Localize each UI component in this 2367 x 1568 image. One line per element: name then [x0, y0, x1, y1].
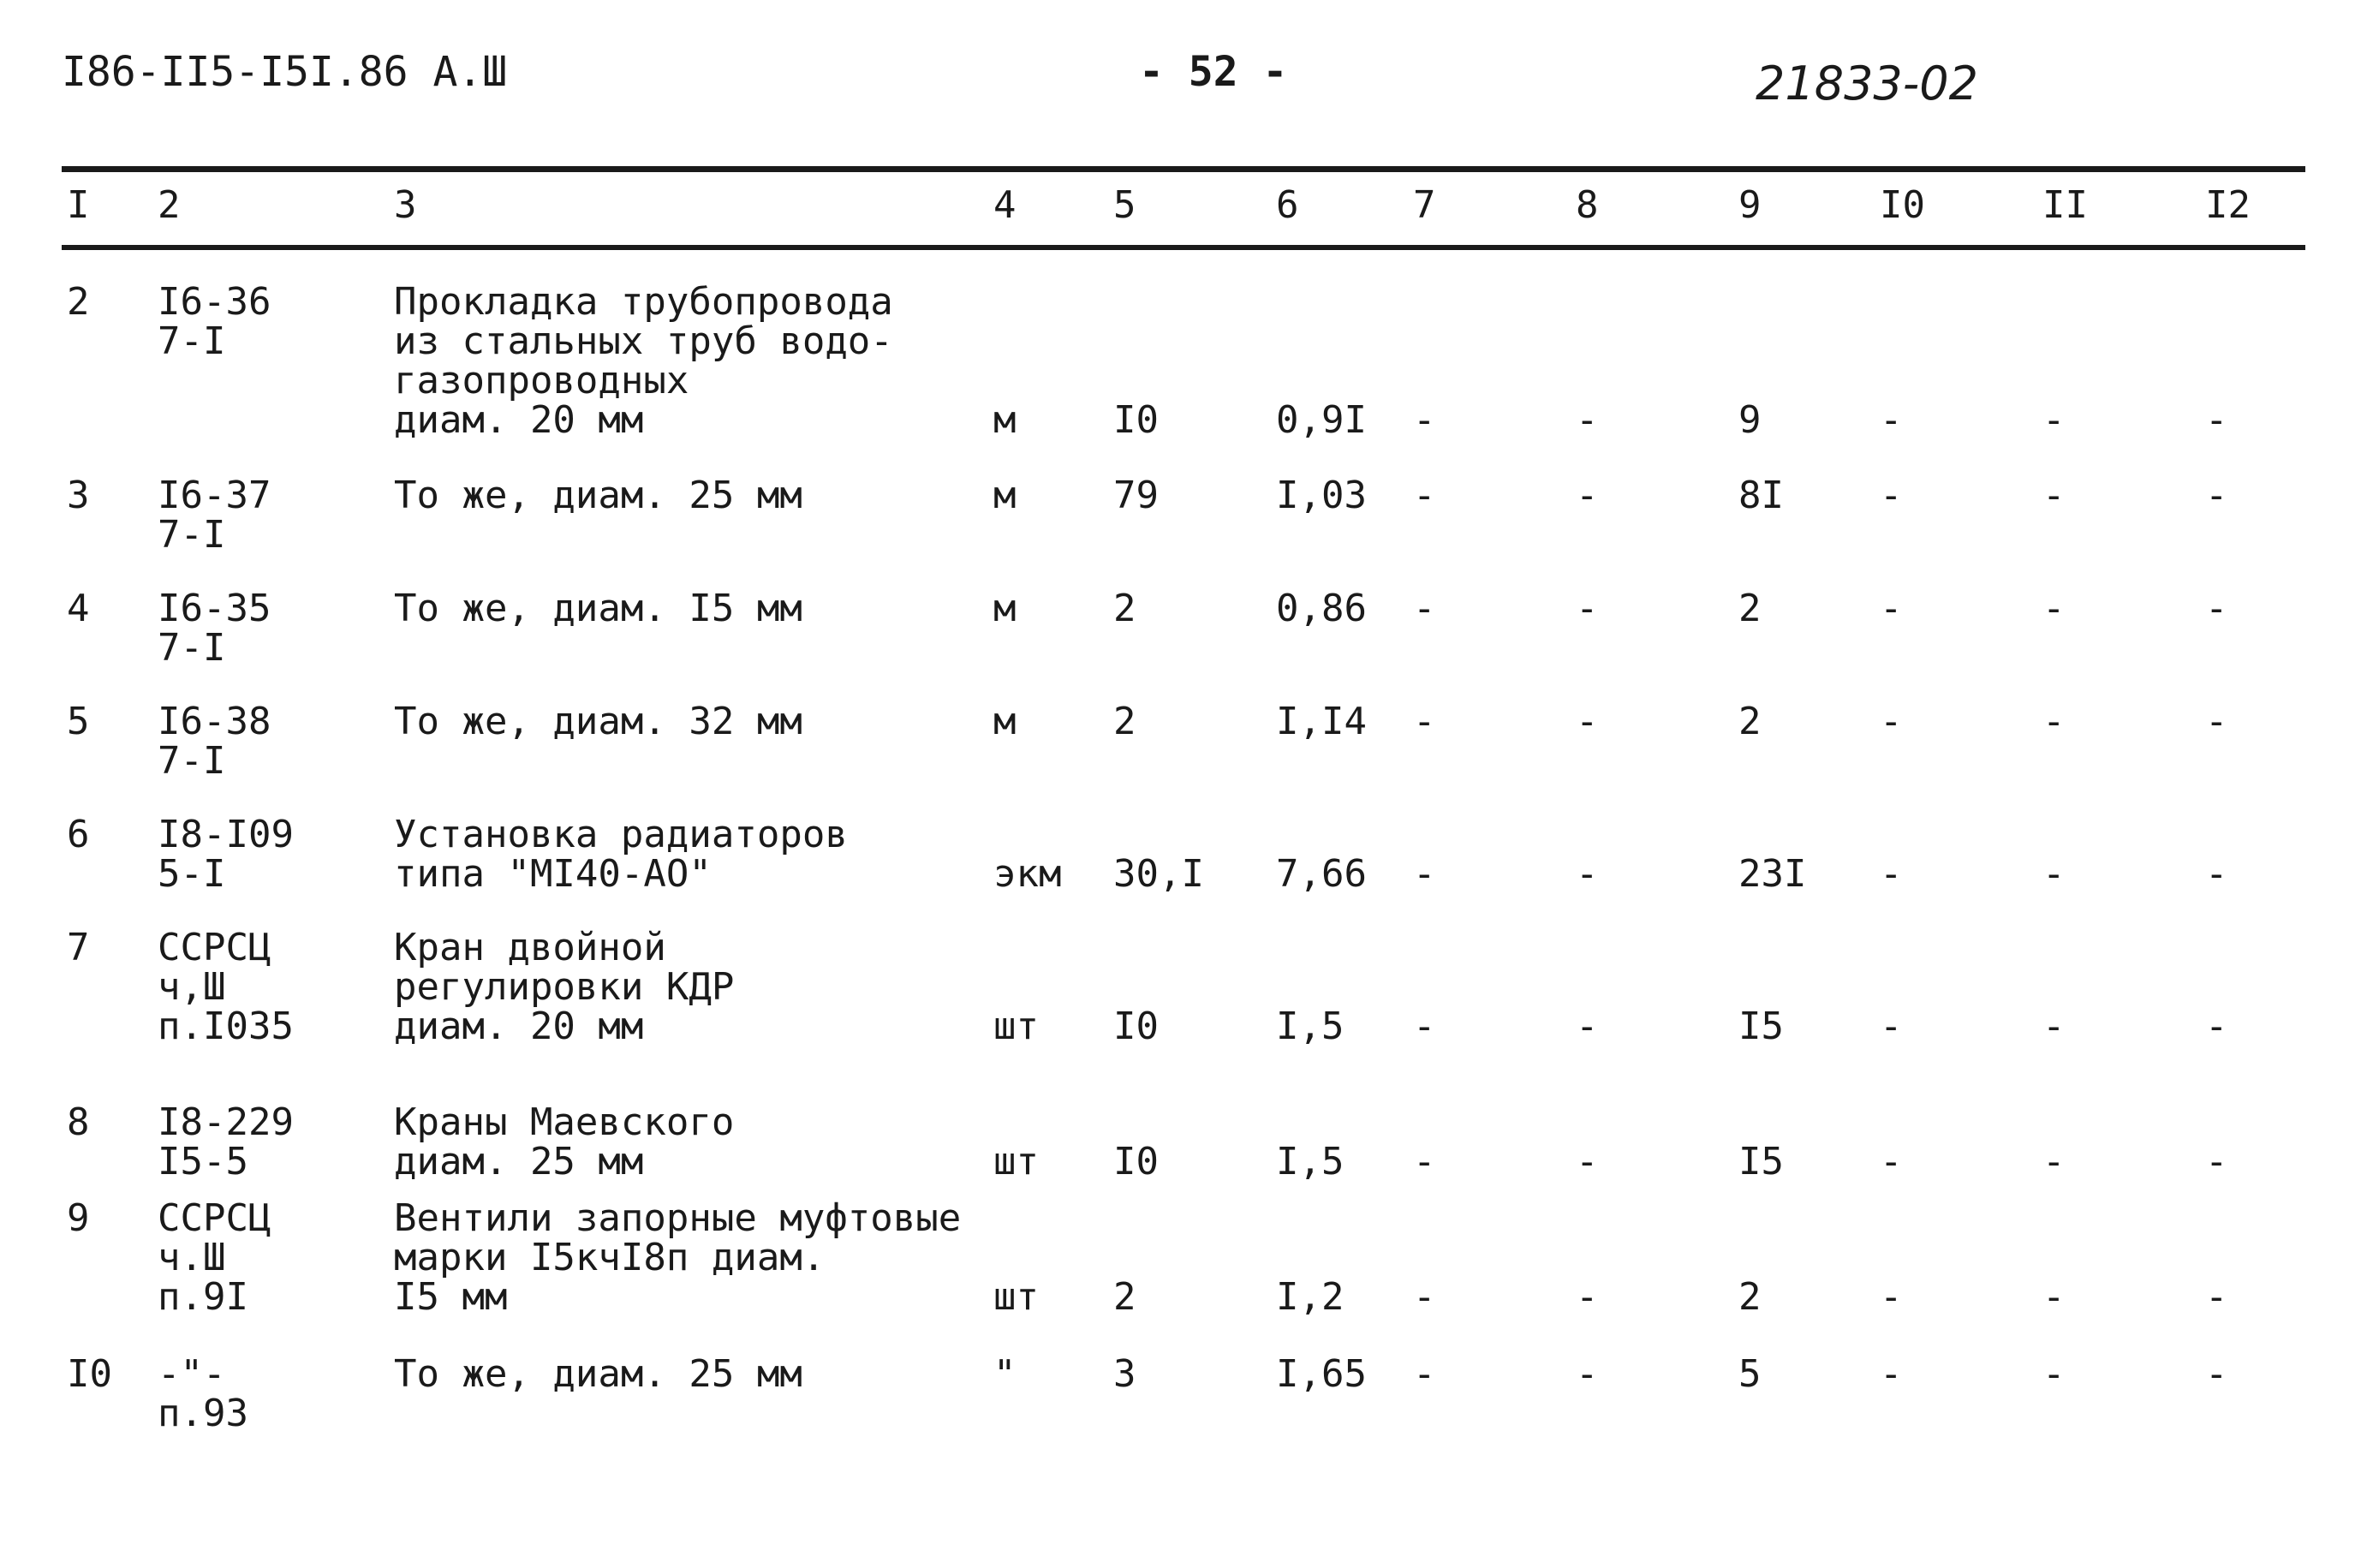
col-10-value: - [1880, 474, 1903, 517]
column-header: I [67, 183, 90, 227]
unit: м [993, 700, 1017, 743]
col-10-value: - [1880, 700, 1903, 743]
document-code: I86-II5-I5I.86 А.Ш [62, 48, 508, 96]
col-7-value: - [1413, 1140, 1436, 1183]
page-number: - 52 - [1139, 48, 1288, 96]
col-10-value: - [1880, 1140, 1903, 1183]
column-header: 3 [394, 183, 417, 227]
work-description: То же, диам. 25 мм [394, 1352, 802, 1396]
row-number: 4 [67, 587, 90, 630]
col-12-value: - [2205, 1275, 2228, 1319]
col-11-value: - [2042, 1005, 2066, 1048]
quantity: I0 [1113, 1005, 1159, 1048]
col-7-value: - [1413, 1275, 1436, 1319]
work-description: Установка радиаторов типа "МI40-АО" [394, 813, 848, 896]
labor-rate: 7,66 [1276, 852, 1367, 896]
labor-rate: 0,9I [1276, 398, 1367, 442]
col-9-value: 8I [1738, 474, 1784, 517]
unit: шт [993, 1005, 1039, 1048]
column-header: 6 [1276, 183, 1299, 227]
col-10-value: - [1880, 1005, 1903, 1048]
labor-rate: I,I4 [1276, 700, 1367, 743]
col-11-value: - [2042, 587, 2066, 630]
col-9-value: 2 [1738, 587, 1762, 630]
col-9-value: 5 [1738, 1352, 1762, 1396]
labor-rate: I,5 [1276, 1140, 1344, 1183]
document-number: 21833-02 [1756, 57, 1978, 110]
col-8-value: - [1576, 852, 1599, 896]
column-header: II [2042, 183, 2088, 227]
table-top-rule [62, 166, 2305, 172]
col-12-value: - [2205, 587, 2228, 630]
quantity: 2 [1113, 1275, 1136, 1319]
col-10-value: - [1880, 852, 1903, 896]
rate-code: I6-36 7-I [158, 280, 271, 363]
col-7-value: - [1413, 700, 1436, 743]
col-11-value: - [2042, 398, 2066, 442]
labor-rate: I,03 [1276, 474, 1367, 517]
table-header-rule [62, 245, 2305, 250]
col-10-value: - [1880, 398, 1903, 442]
labor-rate: I,5 [1276, 1005, 1344, 1048]
row-number: 8 [67, 1100, 90, 1144]
row-number: 2 [67, 280, 90, 324]
rate-code: I6-37 7-I [158, 474, 271, 557]
row-number: I0 [67, 1352, 112, 1396]
unit: " [993, 1352, 1017, 1396]
col-7-value: - [1413, 587, 1436, 630]
rate-code: ССРСЦ ч.Ш п.9I [158, 1196, 271, 1319]
quantity: 2 [1113, 587, 1136, 630]
quantity: 2 [1113, 700, 1136, 743]
column-header: 9 [1738, 183, 1762, 227]
col-11-value: - [2042, 1352, 2066, 1396]
column-header: 8 [1576, 183, 1599, 227]
column-header: 5 [1113, 183, 1136, 227]
unit: шт [993, 1140, 1039, 1183]
col-12-value: - [2205, 1352, 2228, 1396]
col-8-value: - [1576, 398, 1599, 442]
row-number: 5 [67, 700, 90, 743]
rate-code: I6-38 7-I [158, 700, 271, 783]
col-11-value: - [2042, 700, 2066, 743]
unit: м [993, 474, 1017, 517]
col-11-value: - [2042, 474, 2066, 517]
col-9-value: 9 [1738, 398, 1762, 442]
col-11-value: - [2042, 1140, 2066, 1183]
col-9-value: 2 [1738, 700, 1762, 743]
work-description: То же, диам. I5 мм [394, 587, 802, 630]
quantity: 79 [1113, 474, 1159, 517]
col-8-value: - [1576, 700, 1599, 743]
col-10-value: - [1880, 587, 1903, 630]
rate-code: I8-I09 5-I [158, 813, 294, 896]
labor-rate: I,65 [1276, 1352, 1367, 1396]
row-number: 9 [67, 1196, 90, 1240]
rate-code: ССРСЦ ч,Ш п.I035 [158, 926, 294, 1048]
col-12-value: - [2205, 1140, 2228, 1183]
col-10-value: - [1880, 1352, 1903, 1396]
col-9-value: I5 [1738, 1005, 1784, 1048]
col-12-value: - [2205, 700, 2228, 743]
row-number: 3 [67, 474, 90, 517]
col-7-value: - [1413, 398, 1436, 442]
quantity: 3 [1113, 1352, 1136, 1396]
row-number: 7 [67, 926, 90, 969]
col-8-value: - [1576, 1140, 1599, 1183]
col-12-value: - [2205, 474, 2228, 517]
col-12-value: - [2205, 1005, 2228, 1048]
unit: экм [993, 852, 1062, 896]
quantity: I0 [1113, 398, 1159, 442]
col-7-value: - [1413, 1352, 1436, 1396]
column-header: I0 [1880, 183, 1925, 227]
column-header: 7 [1413, 183, 1436, 227]
quantity: I0 [1113, 1140, 1159, 1183]
col-9-value: 23I [1738, 852, 1807, 896]
col-7-value: - [1413, 852, 1436, 896]
work-description: Вентили запорные муфтовые марки I5кчI8п диам. I5 мм [394, 1196, 962, 1319]
col-11-value: - [2042, 1275, 2066, 1319]
unit: м [993, 587, 1017, 630]
rate-code: I8-229 I5-5 [158, 1100, 294, 1183]
col-12-value: - [2205, 852, 2228, 896]
col-9-value: I5 [1738, 1140, 1784, 1183]
col-8-value: - [1576, 474, 1599, 517]
col-10-value: - [1880, 1275, 1903, 1319]
col-8-value: - [1576, 1352, 1599, 1396]
unit: м [993, 398, 1017, 442]
col-8-value: - [1576, 587, 1599, 630]
unit: шт [993, 1275, 1039, 1319]
work-description: Прокладка трубопровода из стальных труб водо- газопроводных диам. 20 мм [394, 280, 893, 442]
column-header: 2 [158, 183, 181, 227]
work-description: Кран двойной регулировки КДР диам. 20 мм [394, 926, 735, 1048]
work-description: То же, диам. 25 мм [394, 474, 802, 517]
col-12-value: - [2205, 398, 2228, 442]
rate-code: -"- п.93 [158, 1352, 248, 1435]
work-description: Краны Маевского диам. 25 мм [394, 1100, 735, 1183]
labor-rate: 0,86 [1276, 587, 1367, 630]
col-8-value: - [1576, 1005, 1599, 1048]
col-7-value: - [1413, 1005, 1436, 1048]
rate-code: I6-35 7-I [158, 587, 271, 670]
row-number: 6 [67, 813, 90, 856]
col-8-value: - [1576, 1275, 1599, 1319]
col-7-value: - [1413, 474, 1436, 517]
column-header: I2 [2205, 183, 2251, 227]
labor-rate: I,2 [1276, 1275, 1344, 1319]
quantity: 30,I [1113, 852, 1204, 896]
col-9-value: 2 [1738, 1275, 1762, 1319]
column-header: 4 [993, 183, 1017, 227]
work-description: То же, диам. 32 мм [394, 700, 802, 743]
col-11-value: - [2042, 852, 2066, 896]
